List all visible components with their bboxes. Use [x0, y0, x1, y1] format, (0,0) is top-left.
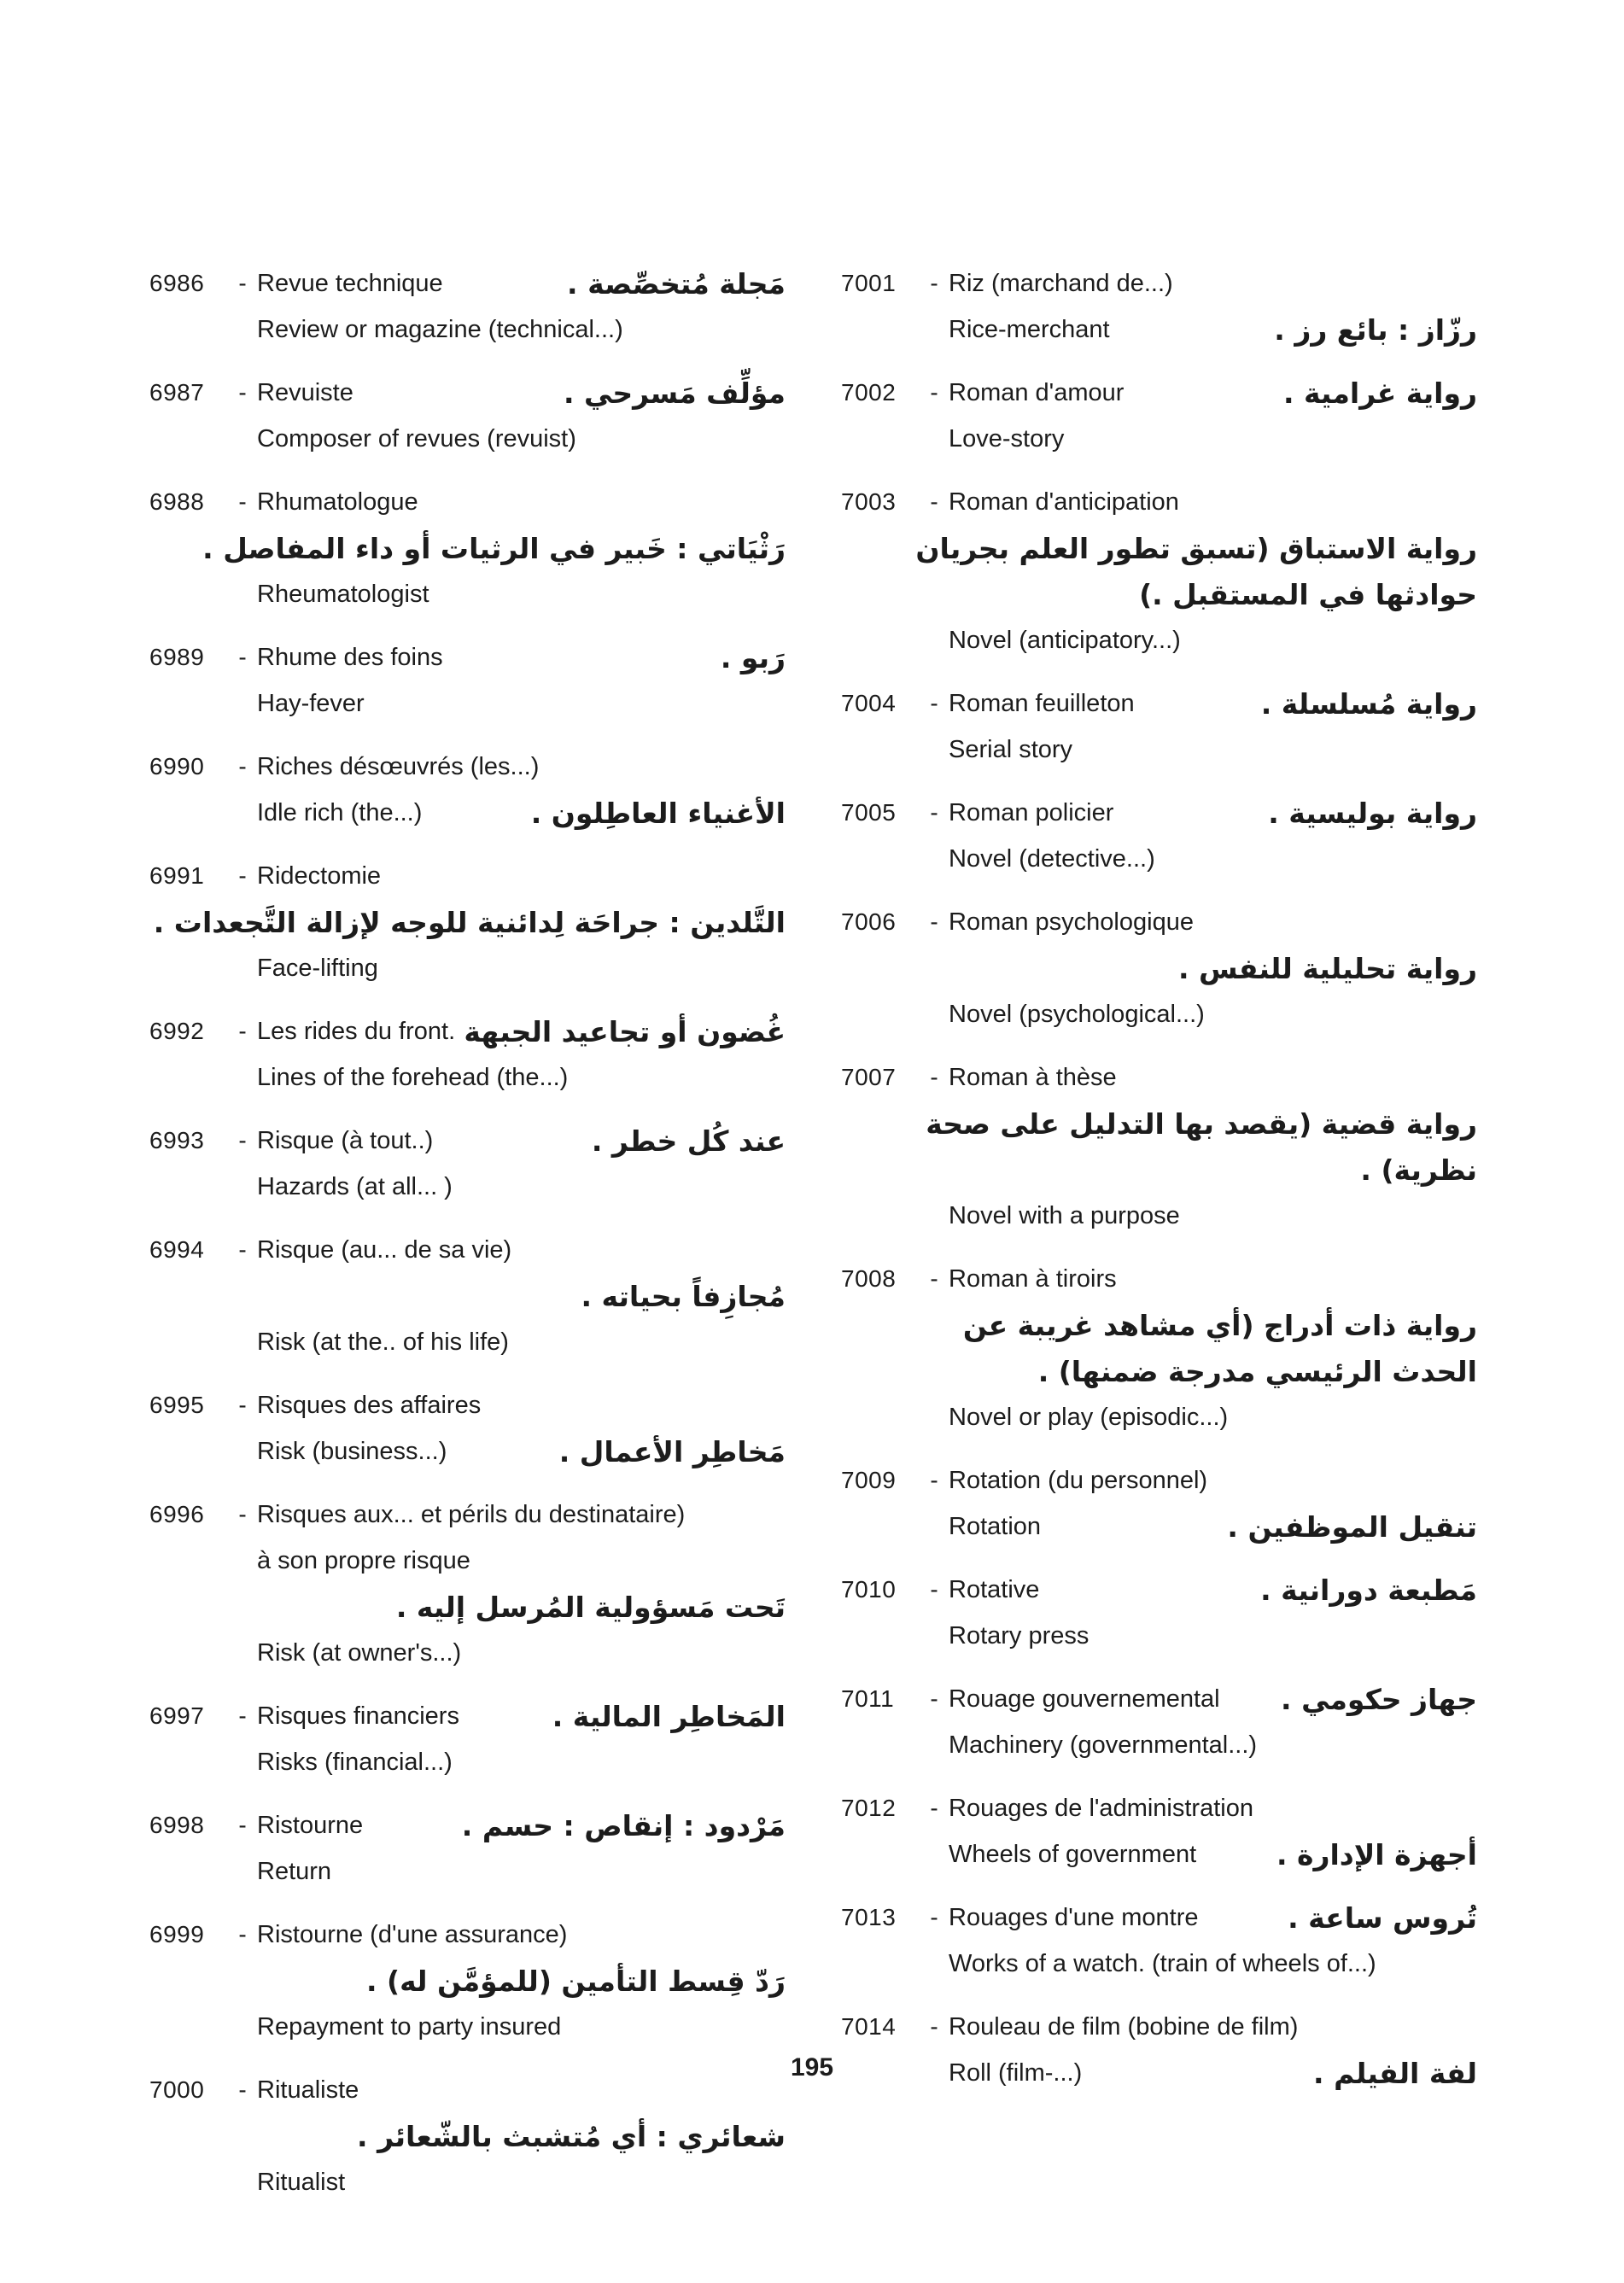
english-translation: Wheels of government [949, 1840, 1197, 1868]
english-translation: Risk (at owner's...) [257, 1638, 462, 1667]
entry-headword-line [841, 260, 1477, 307]
entry-dash: - [238, 1127, 247, 1153]
arabic-translation: مُجازِفاً بحياته . [581, 1279, 786, 1313]
entry-dash: - [238, 1921, 247, 1947]
arabic-translation: رَبو . [720, 640, 786, 674]
entry-dash: - [238, 1392, 247, 1418]
entry-headword-line [149, 1492, 786, 1538]
entry-headword-line [841, 2004, 1477, 2050]
english-line [149, 2004, 786, 2050]
entry-number: 6992 [149, 1018, 205, 1044]
entry-number: 6993 [149, 1127, 205, 1153]
entry-number: 6987 [149, 379, 205, 406]
entry-dash: - [238, 488, 247, 515]
entry-headword-line [841, 1676, 1477, 1722]
english-translation: Idle rich (the...) [257, 798, 423, 826]
arabic-translation: رَدّ قِسط التأمين (للمؤمَّن له) . [366, 1964, 786, 1998]
dictionary-entry [149, 479, 786, 617]
entry-headword-line [841, 1256, 1477, 1302]
entry-headword-line [149, 1912, 786, 1958]
entry-number: 6991 [149, 862, 205, 889]
english-line [149, 1428, 786, 1474]
english-translation: Novel (detective...) [949, 844, 1155, 873]
dictionary-entry [149, 2067, 786, 2205]
arabic-translation: مؤلِّف مَسرحي . [563, 376, 786, 410]
entry-dash: - [238, 1236, 247, 1263]
entry-number: 7011 [841, 1685, 895, 1712]
entry-number: 6996 [149, 1501, 205, 1527]
dictionary-entry [149, 744, 786, 836]
entry-headword-line [149, 1227, 786, 1273]
english-line [841, 991, 1477, 1037]
english-translation: Face-lifting [257, 954, 378, 982]
entry-number: 6997 [149, 1702, 205, 1729]
french-term: Les rides du front. [257, 1017, 456, 1045]
english-line [149, 680, 786, 727]
french-term: Ridectomie [257, 861, 382, 890]
english-translation: Novel with a purpose [949, 1201, 1180, 1229]
arabic-translation: المَخاطِر المالية . [552, 1699, 786, 1733]
english-translation: Machinery (governmental...) [949, 1731, 1258, 1759]
french-term: Rhumatologue [257, 488, 418, 516]
entry-number: 7006 [841, 908, 897, 935]
left-column [149, 260, 786, 2222]
english-line [841, 1504, 1477, 1550]
dictionary-entry [841, 1256, 1477, 1440]
entry-dash: - [930, 270, 938, 296]
entry-headword-line [841, 1457, 1477, 1504]
french-term: Risques des affaires [257, 1391, 482, 1419]
entry-number: 7000 [149, 2076, 205, 2103]
dictionary-entry [841, 1457, 1477, 1550]
entry-number: 6986 [149, 270, 205, 296]
entry-dash: - [930, 1576, 938, 1603]
english-line [841, 1394, 1477, 1440]
french-term: Ristourne [257, 1811, 364, 1839]
entry-dash: - [930, 1064, 938, 1090]
entry-headword-line [149, 744, 786, 790]
arabic-translation: تنقيل الموظفين . [1227, 1509, 1477, 1544]
entry-headword-line [841, 790, 1477, 836]
french-term: Rotation (du personnel) [949, 1466, 1208, 1494]
entry-number: 6995 [149, 1392, 205, 1418]
entry-dash: - [238, 1702, 247, 1729]
english-translation: Composer of revues (revuist) [257, 424, 576, 453]
dictionary-entry [841, 1054, 1477, 1239]
english-translation: Serial story [949, 735, 1073, 763]
entry-number: 7004 [841, 690, 897, 716]
dictionary-entry [149, 260, 786, 353]
entry-headword-line [149, 1693, 786, 1739]
entry-dash: - [238, 753, 247, 779]
dictionary-entry [149, 370, 786, 462]
english-line [149, 1630, 786, 1676]
entry-number: 6990 [149, 753, 205, 779]
english-translation: Rotary press [949, 1621, 1089, 1649]
english-translation: Risks (financial...) [257, 1748, 453, 1776]
english-translation: Love-story [949, 424, 1065, 453]
french-term: Rouages de l'administration [949, 1794, 1253, 1822]
english-line [149, 1848, 786, 1895]
english-translation: Risk (business...) [257, 1437, 447, 1465]
english-translation: Novel (psychological...) [949, 1000, 1205, 1028]
entry-number: 7010 [841, 1576, 897, 1603]
arabic-translation: تُروس ساعة . [1288, 1901, 1477, 1935]
dictionary-entry [149, 634, 786, 727]
entry-dash: - [930, 908, 938, 935]
entry-headword-line [149, 1802, 786, 1848]
french-term: Roman d'anticipation [949, 488, 1179, 516]
french-term: Rhume des foins [257, 643, 443, 671]
arabic-translation: رزّاز : بائع رز . [1274, 312, 1477, 347]
entry-number: 6994 [149, 1236, 205, 1263]
entry-dash: - [238, 379, 247, 406]
entry-number: 6989 [149, 644, 205, 670]
english-line [841, 617, 1477, 663]
english-line [841, 1722, 1477, 1768]
dictionary-entry [841, 680, 1477, 773]
entry-dash: - [930, 690, 938, 716]
french-term: Roman policier [949, 798, 1114, 826]
entry-dash: - [238, 1501, 247, 1527]
arabic-translation: عند كُل خطر . [591, 1124, 786, 1158]
french-term: Rouage gouvernemental [949, 1685, 1220, 1713]
entry-number: 6998 [149, 1812, 205, 1838]
french-term-continued-line [149, 1538, 786, 1584]
french-term: Roman d'amour [949, 378, 1125, 406]
entry-dash: - [930, 379, 938, 406]
page-number: 195 [790, 2053, 834, 2082]
french-term: Revue technique [257, 269, 443, 297]
arabic-translation: شعائري : أي مُتشبث بالشّعائر . [357, 2119, 786, 2153]
english-line [841, 1941, 1477, 1987]
dictionary-entry [841, 260, 1477, 353]
english-line [149, 790, 786, 836]
dictionary-entry [841, 1895, 1477, 1987]
dictionary-entry [149, 1802, 786, 1895]
entry-dash: - [930, 1467, 938, 1493]
entry-number: 7009 [841, 1467, 897, 1493]
english-translation: Lines of the forehead (the...) [257, 1063, 569, 1091]
entry-dash: - [930, 1795, 938, 1821]
entry-headword-line [149, 1118, 786, 1164]
entry-number: 6988 [149, 488, 205, 515]
english-line [149, 945, 786, 991]
english-line [841, 1613, 1477, 1659]
english-line [149, 2159, 786, 2205]
entry-headword-line [149, 1382, 786, 1428]
dictionary-entry [149, 1912, 786, 2050]
english-line [149, 416, 786, 462]
arabic-translation: رواية ذات أدراج (أي مشاهد غريبة عن [962, 1308, 1477, 1342]
english-translation: Repayment to party insured [257, 2012, 562, 2041]
entry-number: 7014 [841, 2013, 897, 2040]
english-line [841, 1831, 1477, 1877]
entry-number: 7008 [841, 1265, 897, 1292]
arabic-translation: مَجلة مُتخصِّصة . [567, 266, 786, 301]
french-term: Riches désœuvrés (les...) [257, 752, 540, 780]
arabic-translation: رواية غرامية . [1282, 376, 1477, 410]
arabic-translation: رواية الاستباق (تسبق تطور العلم بجريان [915, 531, 1477, 565]
french-term: Ristourne (d'une assurance) [257, 1920, 568, 1948]
arabic-translation-continued: حوادثها في المستقبل .) [1139, 577, 1477, 611]
entry-dash: - [238, 1812, 247, 1838]
arabic-translation: رواية بوليسية . [1268, 796, 1477, 830]
arabic-translation: مَطبعة دورانية . [1260, 1573, 1477, 1607]
english-line [149, 1319, 786, 1365]
entry-dash: - [238, 1018, 247, 1044]
entry-headword-line [841, 1895, 1477, 1941]
entry-number: 7007 [841, 1064, 897, 1090]
arabic-translation: أجهزة الإدارة . [1276, 1837, 1477, 1871]
arabic-translation: غُضون أو تجاعيد الجبهة [464, 1014, 786, 1048]
english-translation: Risk (at the.. of his life) [257, 1328, 509, 1356]
french-term: Rotative [949, 1575, 1040, 1603]
arabic-translation: الأغنياء العاطِلون . [530, 796, 786, 830]
entry-dash: - [238, 644, 247, 670]
english-translation: Rice-merchant [949, 315, 1110, 343]
dictionary-entry [841, 370, 1477, 462]
dictionary-entry [841, 899, 1477, 1037]
entry-headword-line [149, 370, 786, 416]
dictionary-entry [149, 1492, 786, 1676]
french-term: Riz (marchand de...) [949, 269, 1173, 297]
entry-number: 6999 [149, 1921, 205, 1947]
entry-headword-line [841, 1785, 1477, 1831]
english-translation: Roll (film-...) [949, 2058, 1083, 2087]
arabic-translation: التَّلدين : جراحَة لِدائنية للوجه لإزالة التَّجعدات . [153, 905, 786, 939]
entry-number: 7005 [841, 799, 897, 826]
arabic-translation: رواية تحليلية للنفس . [1177, 951, 1477, 985]
arabic-translation-continued: الحدث الرئيسي مدرجة ضمنها) . [1037, 1354, 1477, 1388]
french-term: Rouleau de film (bobine de film) [949, 2012, 1299, 2041]
english-line [841, 416, 1477, 462]
entry-number: 7012 [841, 1795, 897, 1821]
english-line [841, 727, 1477, 773]
entry-headword-line [841, 680, 1477, 727]
english-line [149, 307, 786, 353]
entry-dash: - [238, 270, 247, 296]
french-term: Roman à thèse [949, 1063, 1117, 1091]
arabic-translation: مَرْدود : إنقاص : حسم . [461, 1808, 786, 1842]
entry-dash: - [930, 1685, 938, 1712]
english-line [149, 1054, 786, 1101]
entry-number: 7003 [841, 488, 897, 515]
dictionary-entry [149, 853, 786, 991]
french-term: Roman feuilleton [949, 689, 1135, 717]
entry-number: 7001 [841, 270, 897, 296]
french-term: Ritualiste [257, 2076, 359, 2104]
entry-headword-line [841, 899, 1477, 945]
arabic-translation: رواية قضية (يقصد بها التدليل على صحة [926, 1106, 1477, 1141]
arabic-translation: لفة الفيلم . [1313, 2056, 1477, 2090]
english-translation: Works of a watch. (train of wheels of...) [949, 1949, 1376, 1977]
entry-dash: - [238, 862, 247, 889]
dictionary-entry [149, 1118, 786, 1210]
english-line [841, 307, 1477, 353]
arabic-translation: جهاز حكومي . [1281, 1682, 1477, 1716]
english-line [841, 1193, 1477, 1239]
arabic-translation: مَخاطِر الأعمال . [558, 1434, 786, 1468]
english-translation: Hazards (at all... ) [257, 1172, 453, 1200]
english-translation: Novel or play (episodic...) [949, 1403, 1229, 1431]
entry-headword-line [841, 1054, 1477, 1101]
entry-headword-line [149, 1008, 786, 1054]
entry-dash: - [930, 2013, 938, 2040]
french-term-continued: à son propre risque [257, 1546, 470, 1574]
dictionary-entry [149, 1693, 786, 1785]
french-term: Risque (au... de sa vie) [257, 1235, 512, 1264]
english-translation: Ritualist [257, 2168, 346, 2196]
english-translation: Novel (anticipatory...) [949, 626, 1181, 654]
entry-dash: - [930, 799, 938, 826]
dictionary-entry [841, 479, 1477, 663]
entry-headword-line [841, 1567, 1477, 1613]
entry-headword-line [841, 479, 1477, 525]
arabic-translation: رواية مُسلسلة . [1260, 686, 1477, 721]
arabic-translation-continued: نظرية) . [1360, 1153, 1477, 1187]
french-term: Roman à tiroirs [949, 1264, 1117, 1293]
french-term: Revuiste [257, 378, 353, 406]
english-translation: Rheumatologist [257, 580, 429, 608]
english-line [149, 1739, 786, 1785]
dictionary-entry [841, 1676, 1477, 1768]
french-term: Risque (à tout..) [257, 1126, 434, 1154]
entry-headword-line [149, 260, 786, 307]
entry-dash: - [238, 2076, 247, 2103]
arabic-translation: رَثْيَاتي : خَبير في الرثيات أو داء المفاصل . [202, 531, 786, 565]
french-term: Risques financiers [257, 1702, 459, 1730]
entry-number: 7002 [841, 379, 897, 406]
entry-headword-line [149, 853, 786, 899]
english-translation: Review or magazine (technical...) [257, 315, 623, 343]
entry-headword-line [149, 479, 786, 525]
entry-headword-line [149, 634, 786, 680]
entry-number: 7013 [841, 1904, 897, 1930]
english-translation: Return [257, 1857, 332, 1885]
english-translation: Rotation [949, 1512, 1042, 1540]
dictionary-entry [841, 790, 1477, 882]
entry-dash: - [930, 488, 938, 515]
dictionary-entry [841, 1785, 1477, 1877]
entry-headword-line [841, 370, 1477, 416]
french-term: Risques aux... et périls du destinataire) [257, 1500, 686, 1528]
right-column [841, 260, 1477, 2113]
entry-dash: - [930, 1904, 938, 1930]
english-line [149, 571, 786, 617]
english-line [149, 1164, 786, 1210]
dictionary-entry [841, 1567, 1477, 1659]
dictionary-entry [149, 1382, 786, 1474]
english-translation: Hay-fever [257, 689, 365, 717]
french-term: Roman psychologique [949, 908, 1194, 936]
arabic-translation: تَحت مَسؤولية المُرسل إليه . [395, 1590, 786, 1624]
french-term: Rouages d'une montre [949, 1903, 1199, 1931]
english-line [841, 836, 1477, 882]
dictionary-entry [149, 1227, 786, 1365]
dictionary-entry [149, 1008, 786, 1101]
entry-dash: - [930, 1265, 938, 1292]
